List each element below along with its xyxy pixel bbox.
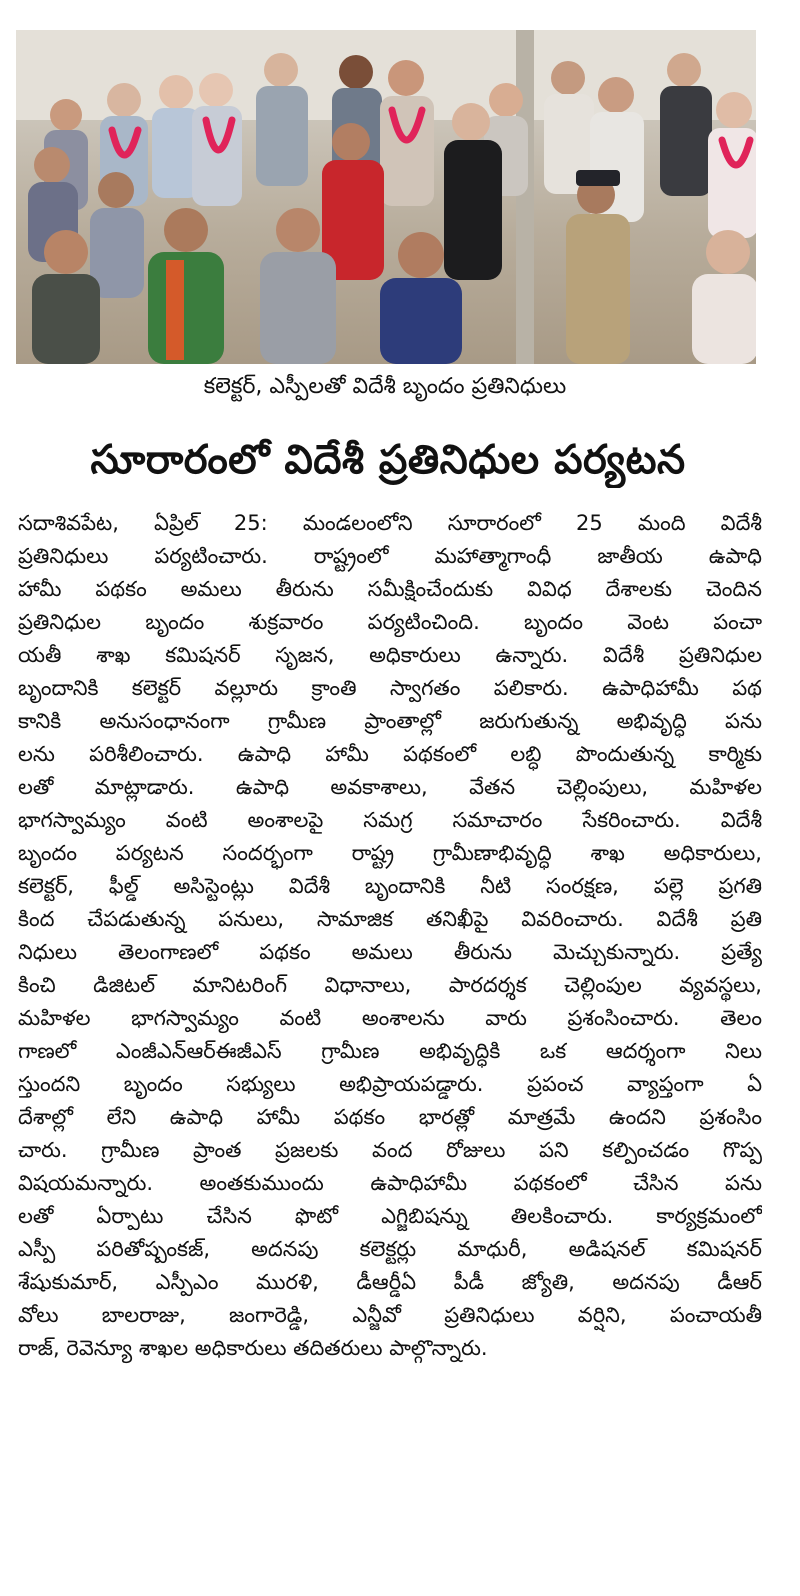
body-line: భాగస్వామ్యం వంటి అంశాలపై సమగ్ర సమాచారం సేకరించారు. విదేశీ: [18, 808, 762, 832]
body-line: యతీ శాఖ కమిషనర్ సృజన, అధికారులు ఉన్నారు. విదేశీ ప్రతినిధుల: [18, 643, 762, 667]
body-line: చారు. గ్రామీణ ప్రాంత ప్రజలకు వంద రోజులు పని కల్పించడం గొప్ప: [18, 1138, 762, 1162]
body-line: నిధులు తెలంగాణలో పథకం అమలు తీరును మెచ్చుకున్నారు. ప్రత్యే: [18, 940, 762, 964]
body-line: లతో మాట్లాడారు. ఉపాధి అవకాశాలు, వేతన చెల్లింపులు, మహిళల: [18, 775, 762, 799]
body-line: ప్రతినిధులు పర్యటించారు. రాష్ట్రంలో మహాత్మాగాంధీ జాతీయ ఉపాధి: [18, 544, 762, 568]
body-line: బృందానికి కలెక్టర్ వల్లూరు క్రాంతి స్వాగతం పలికారు. ఉపాధిహామీ పథ: [18, 676, 762, 700]
body-line: రాజ్, రెవెన్యూ శాఖల అధికారులు తదితరులు పాల్గొన్నారు.: [18, 1336, 488, 1360]
body-line: వోలు బాలరాజు, జంగారెడ్డి, ఎన్జీవో ప్రతినిధులు వర్షిని, పంచాయతీ: [18, 1303, 762, 1327]
body-line: లతో ఏర్పాటు చేసిన ఫొటో ఎగ్జిబిషన్ను తిలకించారు. కార్యక్రమంలో: [18, 1204, 762, 1228]
body-line: లను పరిశీలించారు. ఉపాధి హామీ పథకంలో లబ్ధి పొందుతున్న కార్మికు: [18, 742, 762, 766]
body-line: బృందం పర్యటన సందర్భంగా రాష్ట్ర గ్రామీణాభివృద్ధి శాఖ అధికారులు,: [18, 841, 762, 865]
group-photo: [16, 30, 756, 364]
article-headline: సూరారంలో విదేశీ ప్రతినిధుల పర్యటన: [90, 437, 686, 483]
body-line: మహిళల భాగస్వామ్యం వంటి అంశాలను వారు ప్రశంసించారు. తెలం: [18, 1006, 762, 1030]
body-line: కింద చేపడుతున్న పనులు, సామాజిక తనిఖీపై వివరించారు. విదేశీ ప్రతి: [18, 907, 762, 931]
body-line: ప్రతినిధుల బృందం శుక్రవారం పర్యటించింది. బృందం వెంట పంచా: [18, 610, 762, 634]
body-line: కించి డిజిటల్ మానిటరింగ్ విధానాలు, పారదర్శక చెల్లింపుల వ్యవస్థలు,: [18, 973, 762, 997]
body-line: కలెక్టర్, ఫీల్డ్ అసిస్టెంట్లు విదేశీ బృందానికి నీటి సంరక్షణ, పల్లె ప్రగతి: [18, 874, 762, 898]
body-line: హామీ పథకం అమలు తీరును సమీక్షించేందుకు వివిధ దేశాలకు చెందిన: [18, 577, 762, 601]
body-line: కానికి అనుసంధానంగా గ్రామీణ ప్రాంతాల్లో జరుగుతున్న అభివృద్ధి పను: [18, 709, 762, 733]
body-line: గాణలో ఎంజీఎన్ఆర్ఈజీఎస్ గ్రామీణ అభివృద్ధికి ఒక ఆదర్శంగా నిలు: [18, 1039, 762, 1063]
body-line: ఎస్పీ పరితోష్పంకజ్, అదనపు కలెక్టర్లు మాధురీ, అడిషనల్ కమిషనర్: [18, 1237, 762, 1261]
body-line: దేశాల్లో లేని ఉపాధి హామీ పథకం భారత్లో మాత్రమే ఉందని ప్రశంసిం: [18, 1105, 762, 1129]
body-line: విషయమన్నారు. అంతకుముందు ఉపాధిహామీ పథకంలో చేసిన పను: [18, 1171, 762, 1195]
photo-caption: కలెక్టర్, ఎస్పీలతో విదేశీ బృందం ప్రతినిధులు: [203, 374, 567, 399]
group-photo-icon: [16, 30, 756, 364]
body-line: సదాశివపేట, ఏప్రిల్ 25: మండలంలోని సూరారంలో 25 మంది విదేశీ: [18, 511, 762, 535]
body-line: స్తుందని బృందం సభ్యులు అభిప్రాయపడ్డారు. ప్రపంచ వ్యాప్తంగా ఏ: [18, 1072, 762, 1096]
article-body: [18, 507, 762, 1365]
body-line: శేషుకుమార్, ఎస్పీఎం మురళి, డీఆర్డీఏ పీడీ జ్యోతి, అదనపు డీఆర్: [18, 1270, 762, 1294]
